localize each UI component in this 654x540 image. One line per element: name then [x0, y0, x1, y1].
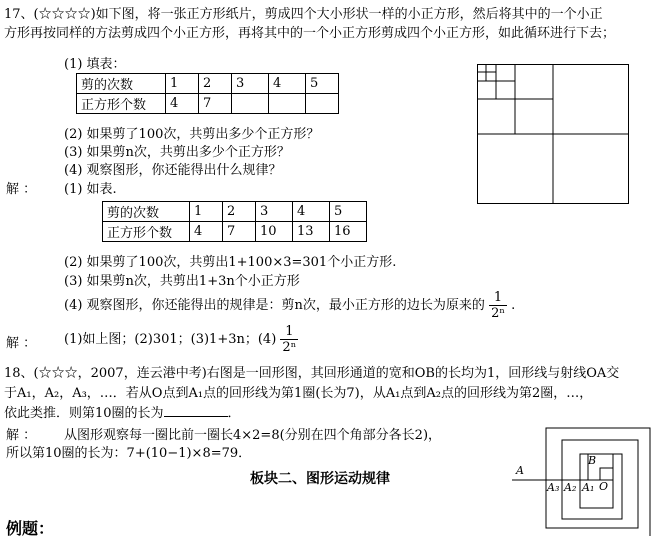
q18-solution-label: 解 ： — [6, 428, 37, 443]
table-cell — [306, 94, 339, 114]
fraction-numerator: 1 — [489, 290, 507, 306]
q17-solution-3: (3) 如果剪n次，共剪出1+3n个小正方形 — [64, 274, 300, 289]
q18-line-2: 于A₁，A₂，A₃，…．若从O点到A₁点的回形线为第1圈(长为7)，从A₁点到A₂点的回形线为第2圈，…， — [4, 386, 593, 401]
table-row — [103, 222, 367, 242]
label-A: A — [516, 464, 524, 477]
fraction — [280, 324, 298, 355]
fraction-denominator: 2ⁿ — [491, 306, 505, 321]
table-cell: 10 — [256, 222, 293, 242]
q18-solution-2: 所以第10圈的长为：7+(10−1)×8=79． — [6, 446, 252, 461]
table-cell — [269, 94, 306, 114]
q17-answer-text: (1)如上图；(2)301；(3)1+3n；(4) — [64, 332, 277, 347]
example-heading: 例题： — [6, 519, 55, 538]
table-cell: 4 — [190, 222, 223, 242]
table-cell: 正方形个数 — [77, 94, 166, 114]
q18-solution-1: 从图形观察每一圈比前一圈长4×2=8(分别在四个角部分各长2)， — [64, 428, 442, 443]
label-A3: A₃ — [547, 481, 560, 494]
table-cell: 剪的次数 — [77, 74, 166, 94]
loop-diagram — [512, 424, 654, 538]
q17-table-1 — [76, 73, 339, 114]
table-cell: 7 — [199, 94, 232, 114]
table-cell: 5 — [330, 202, 367, 222]
q17-answer-label: 解 ： — [6, 336, 37, 351]
q17-solution-4-text: (4) 观察图形，你还能得出的规律是：剪n次，最小正方形的边长为原来的 — [64, 298, 485, 313]
table-cell: 7 — [223, 222, 256, 242]
q18-line-1: 18、(☆☆☆，2007，连云港中考)右图是一回形图，其回形通道的宽和OB的长均为1，回形线与射线OA交 — [4, 366, 620, 381]
q17-line-2: 方形再按同样的方法剪成四个小正方形，再将其中的一个小正方形剪成四个小正方形，如此循环进行下去； — [4, 26, 616, 41]
section-title: 板块二、图形运动规律 — [250, 471, 390, 487]
table-row — [103, 202, 367, 222]
table-cell: 5 — [306, 74, 339, 94]
q18-line-3 — [4, 402, 241, 421]
table-cell: 4 — [166, 94, 199, 114]
fraction-denominator: 2ⁿ — [282, 340, 297, 355]
q17-table-2 — [102, 201, 367, 242]
label-B: B — [588, 454, 597, 467]
table-cell: 剪的次数 — [103, 202, 190, 222]
table-cell: 4 — [269, 74, 306, 94]
q17-solution-1: (1) 如表. — [64, 182, 117, 197]
table-cell: 16 — [330, 222, 367, 242]
q17-solution-label: 解 ： — [6, 182, 37, 197]
table-cell: 1 — [166, 74, 199, 94]
label-O: O — [599, 480, 609, 493]
q18-line-3-text: 依此类推．则第10圈的长为 — [4, 406, 164, 421]
table-cell: 正方形个数 — [103, 222, 190, 242]
answer-blank — [164, 404, 228, 417]
q17-sub-2: (2) 如果剪了100次，共剪出多少个正方形？ — [64, 127, 320, 142]
table-cell: 3 — [256, 202, 293, 222]
table-cell: 13 — [293, 222, 330, 242]
fraction — [489, 290, 507, 321]
q18-line-3-end: ． — [227, 406, 241, 421]
q17-sub-3: (3) 如果剪n次，共剪出多少个正方形？ — [64, 145, 290, 160]
q17-solution-4 — [64, 290, 515, 321]
table-cell: 3 — [232, 74, 269, 94]
table-cell — [232, 94, 269, 114]
q17-solution-2: (2) 如果剪了100次，共剪出1+100×3=301个小正方形. — [64, 255, 397, 270]
nested-squares-figure — [477, 64, 629, 204]
table-cell: 1 — [190, 202, 223, 222]
table-row — [77, 74, 339, 94]
q17-solution-4-end: . — [511, 298, 516, 313]
table-row — [77, 94, 339, 114]
q17-sub-4: (4) 观察图形，你还能得出什么规律？ — [64, 163, 282, 178]
q17-answer — [64, 324, 298, 355]
q17-line-1: 17、(☆☆☆☆)如下图，将一张正方形纸片，剪成四个大小形状一样的小正方形，然后将其中的一个小正 — [4, 7, 603, 22]
label-A2: A₂ — [564, 481, 577, 494]
fraction-numerator: 1 — [280, 324, 298, 340]
label-A1: A₁ — [582, 481, 595, 494]
table-cell: 2 — [199, 74, 232, 94]
table-cell: 2 — [223, 202, 256, 222]
table-cell: 4 — [293, 202, 330, 222]
q17-fill-prompt: (1) 填表： — [64, 57, 126, 72]
